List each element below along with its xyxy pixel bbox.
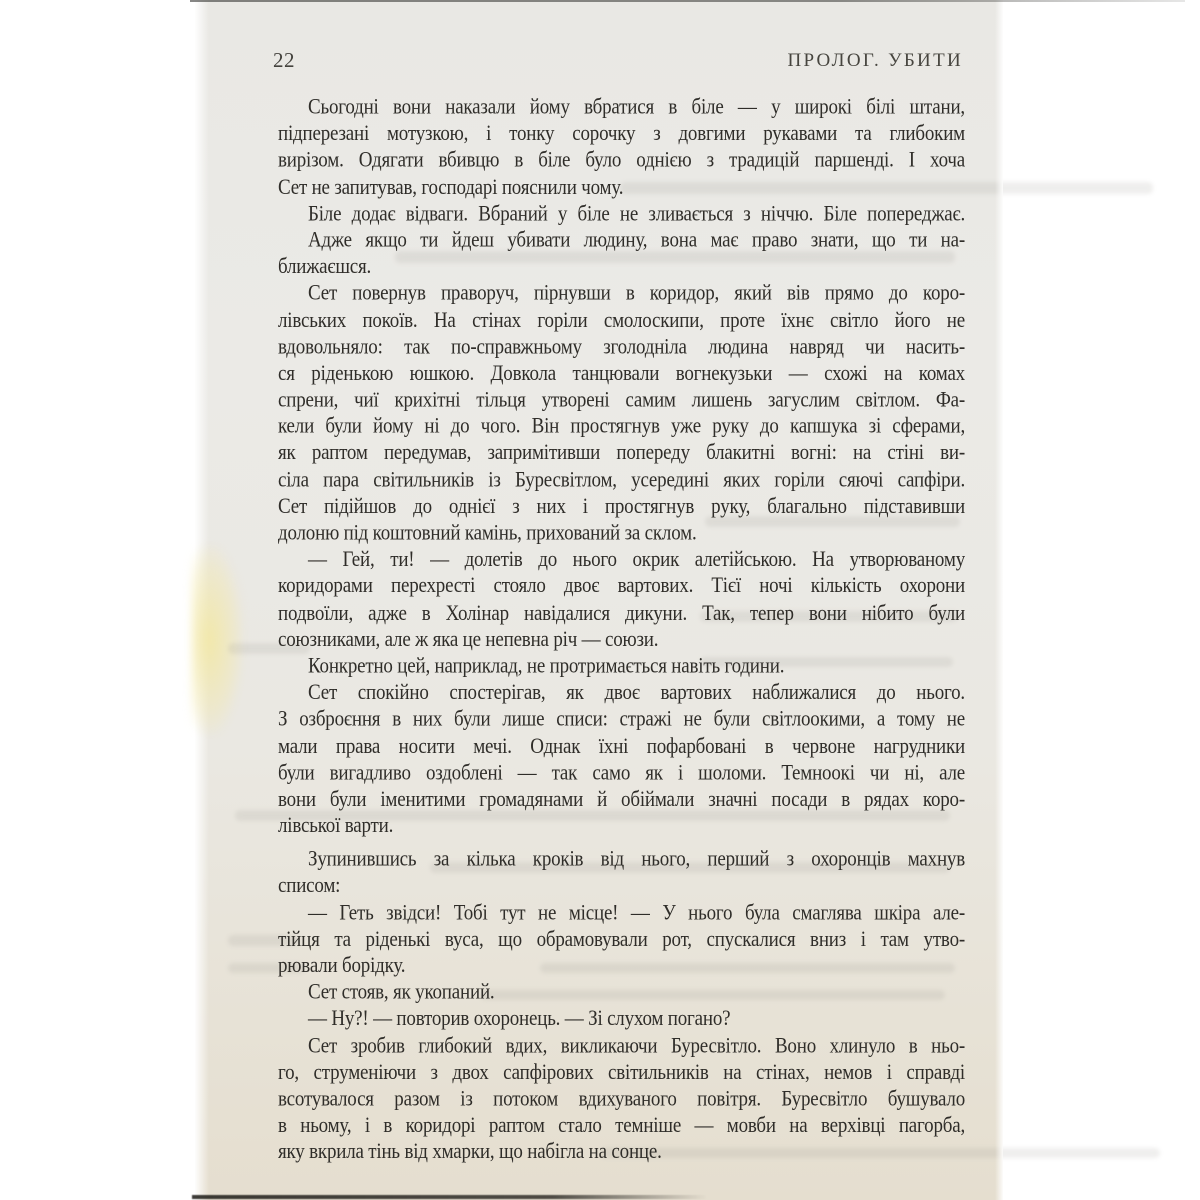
text-line: як раптом передумав, запримітивши попереду блакитні вогні: на стіні ви- <box>278 441 965 466</box>
text-line: Конкретно цей, наприклад, не протримається навіть години. <box>308 654 785 679</box>
text-line: тійця та ріденькі вуса, що обрамовували рот, спускалися вниз і там утво- <box>278 927 965 952</box>
text-line: долоню під коштовний камінь, прихований за склом. <box>278 521 697 546</box>
text-line: мали права носити мечі. Однак їхні пофарбовані в червоне нагрудники <box>278 734 965 759</box>
text-line: підперезані мотузкою, і тонку сорочку з довгими рукавами та глибоким <box>278 121 965 146</box>
text-line: — Ну?! — повторив охоронець. — Зі слухом погано? <box>308 1007 731 1032</box>
text-line: Сет повернув праворуч, пірнувши в коридор, який вів прямо до коро- <box>308 281 965 306</box>
text-line: вирізом. Одягати вбивцю в біле було однією з традицій паршенді. І хоча <box>278 148 965 173</box>
text-line: сіла пара світильників із Буресвітлом, усередині яких горіли сяючі сапфіри. <box>278 467 965 492</box>
text-line: ся ріденькою юшкою. Довкола танцювали вогнекузьки — схожі на комах <box>278 361 965 386</box>
text-line: Сьогодні вони наказали йому вбратися в біле — у широкі білі штани, <box>308 95 965 120</box>
text-line: Сет не запитував, господарі пояснили чому. <box>278 175 624 200</box>
text-line: вони були іменитими громадянами й обіймали значні посади в рядах коро- <box>278 787 965 812</box>
text-line: ближаєшся. <box>278 254 372 279</box>
text-line: списом: <box>278 873 341 899</box>
text-line: го, струменіючи з двох сапфірових світильників на стінах, немов і справді <box>278 1060 965 1085</box>
text-line: Сет стояв, як укопаний. <box>308 980 495 1005</box>
running-header: ПРОЛОГ. УБИТИ <box>787 50 963 71</box>
text-line: З озброєння в них були лише списи: стражі не були світлоокими, а тому не <box>278 707 965 732</box>
text-line: Біле додає відваги. Вбраний у біле не зливається з ніччю. Біле попереджає. <box>308 201 965 226</box>
page-curl-highlight <box>191 545 243 735</box>
text-line: Зупинившись за кілька кроків від нього, перший з охоронців махнув <box>308 847 965 872</box>
text-line: спрени, чиї крихітні тільця утворені самим лишень загуслим світлом. Фа- <box>278 387 965 413</box>
text-line: Сет зробив глибокий вдих, викликаючи Буресвітло. Воно хлинуло в ньо- <box>308 1033 965 1058</box>
text-line: в ньому, і в коридорі раптом стало темніше — мовби на верхівці пагорба, <box>278 1113 965 1138</box>
photo-bottom-edge <box>192 1195 707 1199</box>
page-number: 22 <box>273 48 295 72</box>
text-line: — Геть звідси! Тобі тут не місце! — У нього була смаглява шкіра але- <box>308 900 965 925</box>
text-line: лівської варти. <box>278 813 394 838</box>
text-line: були вигадливо оздоблені — так само як і шоломи. Темноокі чи ні, але <box>278 760 965 785</box>
text-line: рювали борідку. <box>278 953 406 978</box>
body-text <box>278 94 965 1166</box>
text-line: кели були йому ні до чого. Він простягнув уже руку до капшука зі сферами, <box>278 414 965 439</box>
text-line: подвоїли, адже в Холінар навідалися дикуни. Так, тепер вони нібито були <box>278 600 965 626</box>
text-line: Сет спокійно спостерігав, як двоє вартових наближалися до нього. <box>308 680 965 705</box>
text-line: вдовольняло: так по-справжньому зголодніла людина навряд чи насить- <box>278 334 965 359</box>
text-line: Адже якщо ти йдеш убивати людину, вона має право знати, що ти на- <box>308 228 965 253</box>
text-line: лівських покоїв. На стінах горіли смолоскипи, проте їхнє світло його не <box>278 308 965 333</box>
text-line: — Гей, ти! — долетів до нього окрик алетійською. На утворюваному <box>308 547 965 572</box>
book-page <box>195 0 1003 1200</box>
text-line: всотувалося разом із потоком вдихуваного повітря. Буресвітло бушувало <box>278 1086 965 1112</box>
text-line: коридорами перехресті стояло двоє вартових. Тієї ночі кількість охорони <box>278 574 965 599</box>
text-line: Сет підійшов до однієї з них і простягнув руку, благально підставивши <box>278 494 965 519</box>
text-line: союзниками, але ж яка це непевна річ — союзи. <box>278 627 659 652</box>
photo-top-edge <box>190 0 1185 2</box>
text-line: яку вкрила тінь від хмарки, що набігла на сонце. <box>278 1140 662 1165</box>
